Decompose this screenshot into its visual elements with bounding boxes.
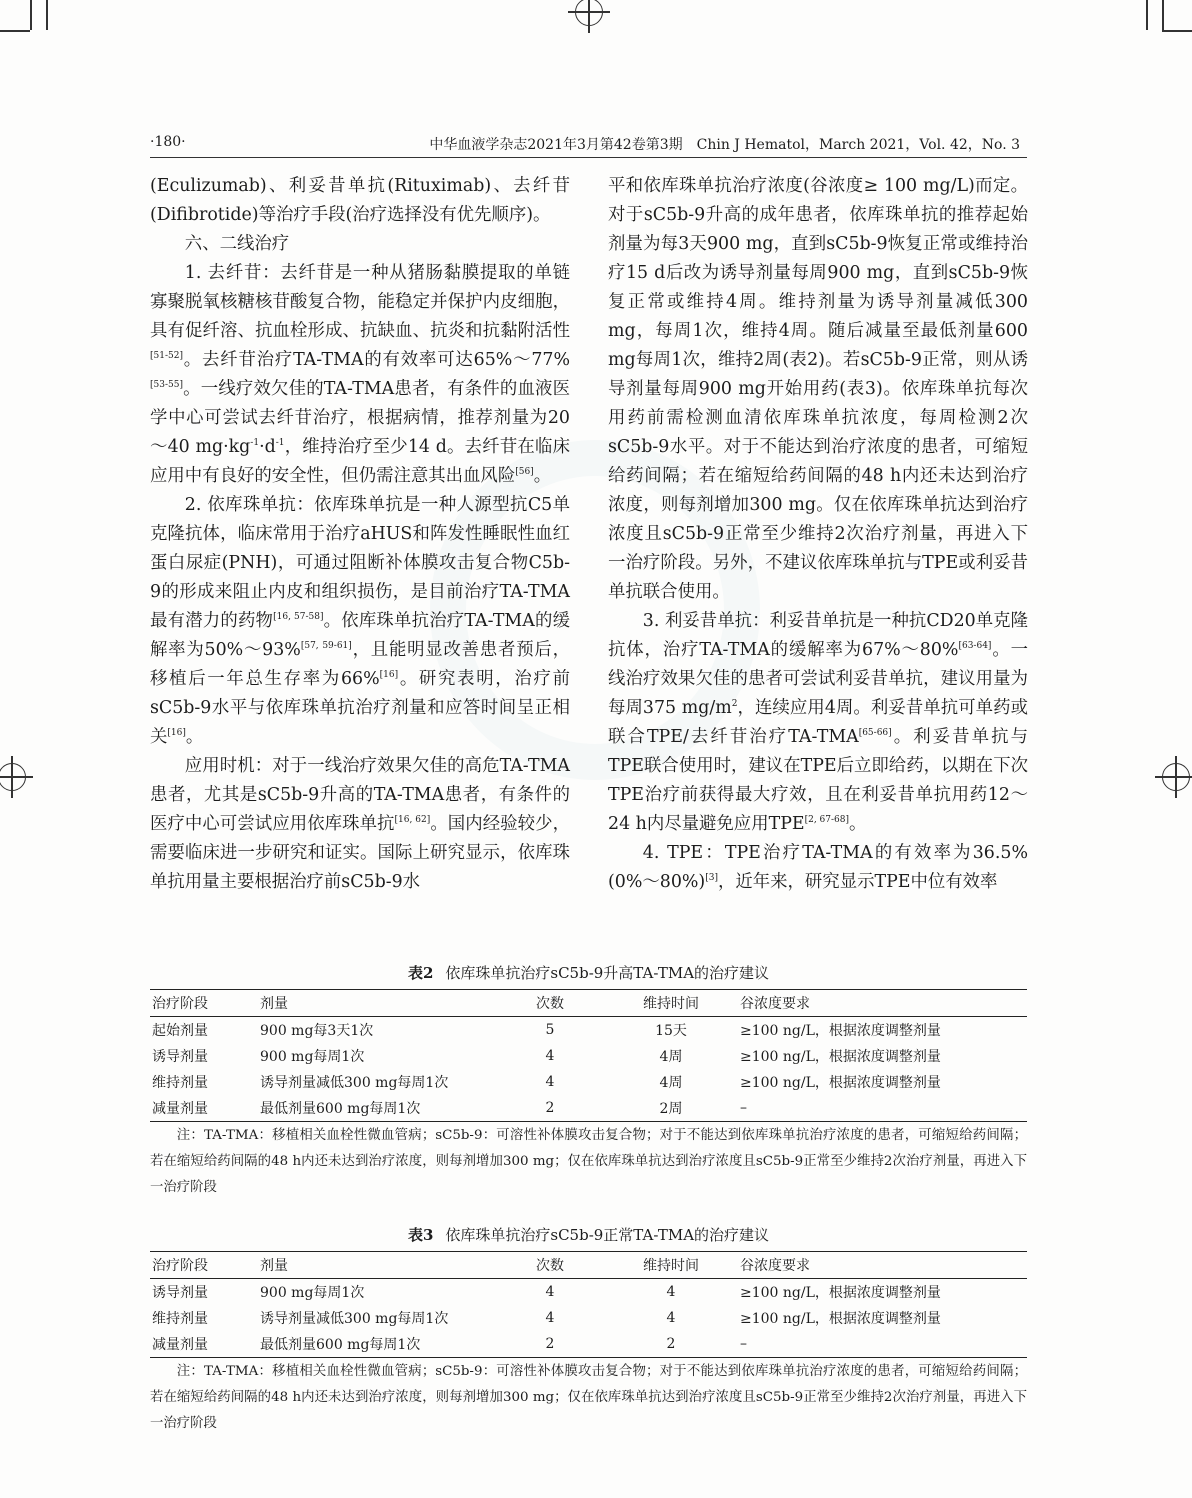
table-cell: 维持剂量 <box>152 1311 208 1327</box>
table-cell: 4 <box>545 1284 555 1300</box>
registration-mark-icon <box>1162 763 1190 791</box>
table-3 <box>150 1251 1027 1358</box>
paragraph-defibrotide: 1. 去纤苷：去纤苷是一种从猪肠黏膜提取的单链寡聚脱氧核糖核苷酸复合物，能稳定并保护内皮细胞，具有促纤溶、抗血栓形成、抗缺血、抗炎和抗黏附活性[51-52]。去纤苷治疗TA-TMA的有效率可达65%～77%[53-55]。一线疗效欠佳的TA-TMA患者，有条件的血液医学中心可尝试去纤苷治疗，根据病情，推荐剂量为20～40 $mg\cdot kg^{-1}\cdot d^{-1}$，维持治疗至少14 d。去纤苷在临床应用中有良好的安全性，但仍需注意其出血风险[56]。 <box>150 263 570 486</box>
column-header: 治疗阶段 <box>152 996 208 1012</box>
table-cell: 减量剂量 <box>152 1101 208 1117</box>
table-3-caption <box>150 1224 1027 1245</box>
table-cell: 4 <box>666 1310 676 1326</box>
table-cell: ≥100 ng/L，根据浓度调整剂量 <box>740 1049 941 1065</box>
table-cell: 诱导剂量 <box>152 1285 208 1301</box>
registration-mark-icon <box>575 0 603 26</box>
table-cell: 5 <box>545 1022 555 1038</box>
table-cell: ≥100 ng/L，根据浓度调整剂量 <box>740 1023 941 1039</box>
table-3-note: 注：TA-TMA：移植相关血栓性微血管病；sC5b-9：可溶性补体膜攻击复合物；对于不能达到依库珠单抗治疗浓度的患者，可缩短给药间隔；若在缩短给药间隔的48 h内还未达到治疗浓度，则每剂增加300 mg；仅在依库珠单抗达到治疗浓度且sC5b-9正常至少维持2次治疗剂量，再进入下一治疗阶段 <box>150 1364 1027 1431</box>
table-2 <box>150 989 1027 1122</box>
citation: [3] <box>705 873 718 883</box>
crop-mark <box>0 30 30 32</box>
table-row <box>150 1305 1027 1331</box>
table-cell: 4 <box>666 1284 676 1300</box>
table-label: 表2 <box>407 964 434 982</box>
table-cell: 2周 <box>659 1101 683 1117</box>
table-row <box>150 1017 1027 1044</box>
table-cell: – <box>740 1100 747 1116</box>
table-cell: 2 <box>545 1336 555 1352</box>
paragraph-tpe: 4. TPE：TPE治疗TA-TMA的有效率为36.5%(0%～80%)[3]，近年来，研究显示TPE中位有效率 <box>608 843 1028 892</box>
table-cell: 2 <box>545 1100 555 1116</box>
paragraph-rituximab: 3. 利妥昔单抗：利妥昔单抗是一种抗CD20单克隆抗体，治疗TA-TMA的缓解率为67%～80%[63-64]。一线治疗效果欠佳的患者可尝试利妥昔单抗，建议用量为每周375 $mg/m^2$，连续应用4周。利妥昔单抗可单药或联合TPE/去纤苷治疗TA-TMA[65-66]。利妥昔单抗与TPE联合使用时，建议在TPE后立即给药，以期在下次TPE治疗前获得最大疗效，且在利妥昔单抗用药12～24 h内尽量避免应用TPE[2, 67-68]。 <box>608 611 1028 834</box>
table-cell: 起始剂量 <box>152 1023 208 1039</box>
citation: [51-52] <box>150 351 183 361</box>
table-cell: 最低剂量600 mg每周1次 <box>260 1337 421 1353</box>
crop-mark <box>30 0 32 30</box>
table-cell: – <box>740 1336 747 1352</box>
table-cell: 最低剂量600 mg每周1次 <box>260 1101 421 1117</box>
table-row <box>150 1331 1027 1358</box>
citation: [16] <box>379 670 399 680</box>
table-cell: 4 <box>545 1310 555 1326</box>
column-header: 次数 <box>536 996 564 1012</box>
table-cell: 4 <box>545 1074 555 1090</box>
crop-mark <box>1146 0 1148 30</box>
table-cell: 2 <box>666 1336 676 1352</box>
column-header: 治疗阶段 <box>152 1258 208 1274</box>
table-cell: 维持剂量 <box>152 1075 208 1091</box>
table-2-caption <box>150 962 1027 983</box>
citation: [56] <box>515 467 534 477</box>
citation: [57, 59-61] <box>300 641 352 651</box>
citation: [16] <box>167 728 186 738</box>
table-cell: 诱导剂量 <box>152 1049 208 1065</box>
table-2-note: 注：TA-TMA：移植相关血栓性微血管病；sC5b-9：可溶性补体膜攻击复合物；对于不能达到依库珠单抗治疗浓度的患者，可缩短给药间隔；若在缩短给药间隔的48 h内还未达到治疗浓度，则每剂增加300 mg；仅在依库珠单抗达到治疗浓度且sC5b-9正常至少维持2次治疗剂量，再进入下一治疗阶段 <box>150 1128 1027 1195</box>
paragraph-timing: 应用时机：对于一线治疗效果欠佳的高危TA-TMA患者，尤其是sC5b-9升高的TA-TMA患者，有条件的医疗中心可尝试应用依库珠单抗[16, 62]。国内经验较少，需要临床进一步研究和证实。国际上研究显示，依库珠单抗用量主要根据治疗前sC5b-9水 <box>150 756 570 892</box>
column-header: 剂量 <box>260 996 288 1012</box>
table-title: 依库珠单抗治疗sC5b-9正常TA-TMA的治疗建议 <box>445 1226 770 1244</box>
table-cell: 减量剂量 <box>152 1337 208 1353</box>
paragraph-eculizumab: 2. 依库珠单抗：依库珠单抗是一种人源型抗C5单克隆抗体，临床常用于治疗aHUS和阵发性睡眠性血红蛋白尿症(PNH)，可通过阻断补体膜攻击复合物C5b-9的形成来阻止内皮和组织损伤，是目前治疗TA-TMA最有潜力的药物[16, 57-58]。依库珠单抗治疗TA-TMA的缓解率为50%～93%[57, 59-61]，且能明显改善患者预后，移植后一年总生存率为66%[16]。研究表明，治疗前sC5b-9水平与依库珠单抗治疗剂量和应答时间呈正相关[16]。 <box>150 495 570 747</box>
table-row <box>150 1095 1027 1122</box>
left-column <box>150 172 570 897</box>
citation: [53-55] <box>150 380 183 390</box>
table-header-row <box>150 1252 1027 1279</box>
table-row <box>150 1043 1027 1069</box>
table-cell: 4周 <box>659 1075 683 1091</box>
table-row <box>150 1069 1027 1095</box>
section-heading: 六、二线治疗 <box>184 234 290 254</box>
table-cell: 900 mg每周1次 <box>260 1049 365 1065</box>
table-row <box>150 1279 1027 1306</box>
running-head: 中华血液学杂志2021年3月第42卷第3期 Chin J Hematol，March 2021，Vol. 42，No. 3 <box>429 137 1020 153</box>
column-header: 谷浓度要求 <box>740 1258 810 1274</box>
column-header: 维持时间 <box>643 996 699 1012</box>
column-header: 维持时间 <box>643 1258 699 1274</box>
citation: [63-64] <box>958 641 992 651</box>
paragraph: (Eculizumab)、利妥昔单抗(Rituximab)、去纤苷(Difibrotide)等治疗手段(治疗选择没有优先顺序)。 <box>150 176 570 225</box>
citation: [16, 62] <box>394 815 431 825</box>
table-cell: 诱导剂量减低300 mg每周1次 <box>260 1075 449 1091</box>
table-cell: 诱导剂量减低300 mg每周1次 <box>260 1311 449 1327</box>
table-label: 表3 <box>407 1226 434 1244</box>
crop-mark <box>1162 30 1192 32</box>
citation: [65-66] <box>858 728 892 738</box>
column-header: 次数 <box>536 1258 564 1274</box>
table-cell: ≥100 ng/L，根据浓度调整剂量 <box>740 1285 941 1301</box>
column-header: 谷浓度要求 <box>740 996 810 1012</box>
column-header: 剂量 <box>260 1258 288 1274</box>
table-title: 依库珠单抗治疗sC5b-9升高TA-TMA的治疗建议 <box>445 964 770 982</box>
table-cell: 15天 <box>655 1023 687 1039</box>
citation: [2, 67-68] <box>804 815 850 825</box>
table-cell: ≥100 ng/L，根据浓度调整剂量 <box>740 1075 941 1091</box>
table-cell: 4 <box>545 1048 555 1064</box>
table-cell: 900 mg每周1次 <box>260 1285 365 1301</box>
right-column <box>608 172 1028 897</box>
table-header-row <box>150 990 1027 1017</box>
crop-mark <box>46 0 48 30</box>
crop-mark <box>1162 0 1164 30</box>
table-cell: 4周 <box>659 1049 683 1065</box>
paragraph-dosing: 平和依库珠单抗治疗浓度(谷浓度≥ 100 mg/L)而定。对于sC5b-9升高的成年患者，依库珠单抗的推荐起始剂量为每3天900 mg，直到sC5b-9恢复正常或维持治疗15 d后改为诱导剂量每周900 mg，直到sC5b-9恢复正常或维持4周。维持剂量为诱导剂量减低300 mg，每周1次，维持4周。随后减量至最低剂量600 mg每周1次，维持2周(表2)。若sC5b-9正常，则从诱导剂量每周900 mg开始用药(表3)。依库珠单抗每次用药前需检测血清依库珠单抗浓度，每周检测2次sC5b-9水平。对于不能达到治疗浓度的患者，可缩短给药间隔；若在缩短给药间隔的48 h内还未达到治疗浓度，则每剂增加300 mg。仅在依库珠单抗达到治疗浓度且sC5b-9正常至少维持2次治疗剂量，再进入下一治疗阶段。另外，不建议依库珠单抗与TPE或利妥昔单抗联合使用。 <box>608 176 1028 602</box>
table-cell: 900 mg每3天1次 <box>260 1023 374 1039</box>
header-rule <box>150 157 1027 158</box>
citation: [16, 57-58] <box>273 612 324 622</box>
page-number: ·180· <box>150 134 186 150</box>
table-cell: ≥100 ng/L，根据浓度调整剂量 <box>740 1311 941 1327</box>
registration-mark-icon <box>0 763 26 791</box>
